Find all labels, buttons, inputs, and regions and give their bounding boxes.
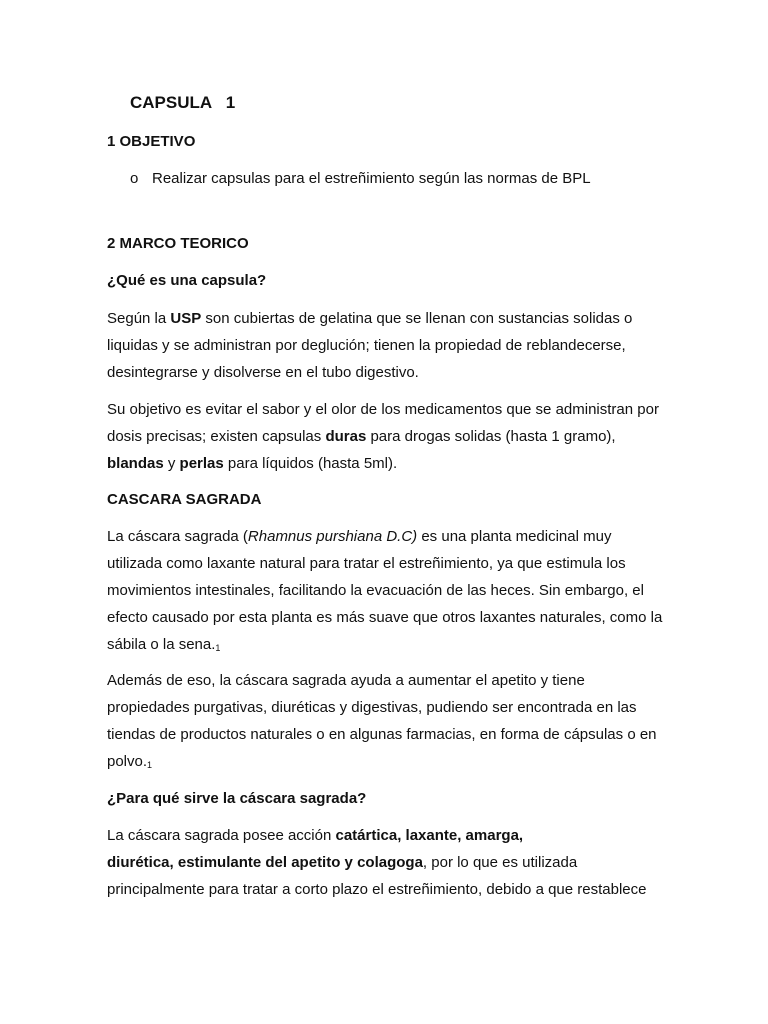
bold-term-duras: duras [325,428,367,445]
section-heading-objetivo: 1 OBJETIVO [107,133,196,150]
italic-species-name: Rhamnus purshiana D.C) [247,528,418,545]
text-run: son cubiertas de gelatina que se llenan con sustancias solidas o liquidas y se administran por deglución; tienen la propiedad de reblandecerse, desintegrarse y disolverse en el tubo digestivo. [107,310,633,381]
section-heading-cascara-sagrada: CASCARA SAGRADA [107,491,262,508]
paragraph-cascara-properties [107,667,669,775]
bold-terms-actions-cont: diurética, estimulante del apetito y colagoga [107,854,423,871]
paragraph-capsule-objective [107,396,669,477]
text-run: para drogas solidas (hasta 1 gramo), [366,428,616,445]
bold-terms-actions: catártica, laxante, amarga, [335,827,524,844]
bullet-circle-icon: o [130,170,139,187]
text-run: para líquidos (hasta 5ml). [223,455,398,472]
paragraph-cascara-uses [107,822,669,903]
section-heading-marco-teorico: 2 MARCO TEORICO [107,235,249,252]
text-run: y [163,455,180,472]
paragraph-usp-definition [107,305,669,386]
bold-term-blandas: blandas [107,455,164,472]
text-run: Según la [107,310,171,327]
reference-number: 1 [147,760,153,770]
text-run: Su objetivo es evitar el sabor y el olor de los medicamentos que se administran por dosis precisas; existen capsulas [107,401,659,445]
text-run: La cáscara sagrada posee acción [107,827,336,844]
question-heading-que-es-capsula: ¿Qué es una capsula? [107,272,267,289]
text-run: La cáscara sagrada ( [107,528,248,545]
reference-number: 1 [215,643,221,653]
text-run: Además de eso, la cáscara sagrada ayuda a aumentar el apetito y tiene propiedades purgativas, diuréticas y digestivas, pudiendo ser encontrada en las tiendas de productos naturales o en algunas farmacias, en forma de cápsulas o en polvo. [107,672,657,770]
objective-text: Realizar capsulas para el estreñimiento según las normas de BPL [152,170,591,187]
paragraph-cascara-intro [107,523,669,658]
bold-term-perlas: perlas [179,455,224,472]
bold-term-usp: USP [170,310,202,327]
text-run: , por lo que es utilizada principalmente para tratar a corto plazo el estreñimiento, debido a que restablece [107,854,647,898]
text-run: es una planta medicinal muy utilizada como laxante natural para tratar el estreñimiento, ya que estimula los movimientos intestinales, facilitando la evacuación de las heces. Sin embargo, el efecto causado por esta planta es más suave que otros laxantes naturales, como la sábila o la sena. [107,528,663,653]
page-title: CAPSULA 1 [130,93,236,112]
question-heading-para-que-sirve: ¿Para qué sirve la cáscara sagrada? [107,790,367,807]
